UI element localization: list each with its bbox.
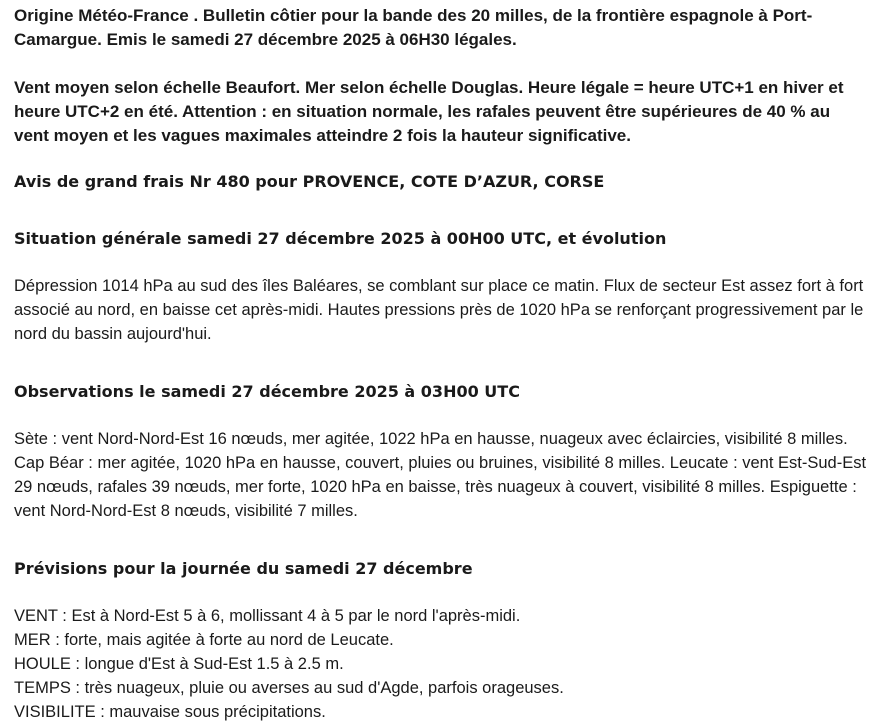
warning-title: Avis de grand frais Nr 480 pour PROVENCE, COTE D’AZUR, CORSE bbox=[14, 172, 605, 191]
forecast-sea: MER : forte, mais agitée à forte au nord de Leucate. bbox=[14, 631, 394, 649]
observations-text: Sète : vent Nord-Nord-Est 16 nœuds, mer agitée, 1022 hPa en hausse, nuageux avec éclaircies, visibilité 8 milles. Cap Béar : mer agitée, 1020 hPa en hausse, couvert, pluies ou bruines, visibilité 8 milles. Leucate : vent Est-Sud-Est 29 nœuds, rafales 39 nœuds, mer forte, 1020 hPa en baisse, très nuageux à couvert, visibilité 8 milles. Espiguette : vent Nord-Nord-Est 8 nœuds, visibilité 7 milles. bbox=[14, 430, 867, 520]
observations-title: Observations le samedi 27 décembre 2025 à 03H00 UTC bbox=[14, 382, 520, 401]
situation-title: Situation générale samedi 27 décembre 2025 à 00H00 UTC, et évolution bbox=[14, 229, 667, 248]
forecast-swell: HOULE : longue d'Est à Sud-Est 1.5 à 2.5 m. bbox=[14, 655, 344, 673]
bulletin-notice: Vent moyen selon échelle Beaufort. Mer selon échelle Douglas. Heure légale = heure UTC+1 en hiver et heure UTC+2 en été. Attention : en situation normale, les rafales peuvent être supérieures de 40 % au vent moyen et les vagues maximales atteindre 2 fois la hauteur significative. bbox=[14, 78, 844, 145]
forecast-wind: VENT : Est à Nord-Est 5 à 6, mollissant 4 à 5 par le nord l'après-midi. bbox=[14, 607, 521, 625]
situation-text: Dépression 1014 hPa au sud des îles Baléares, se comblant sur place ce matin. Flux de secteur Est assez fort à fort associé au nord, en baisse cet après-midi. Hautes pressions près de 1020 hPa se renforçant progressivement par le nord du bassin aujourd'hui. bbox=[14, 277, 864, 343]
forecast-list bbox=[14, 604, 867, 724]
bulletin-origin: Origine Météo-France . Bulletin côtier pour la bande des 20 milles, de la frontière espagnole à Port-Camargue. Emis le samedi 27 décembre 2025 à 06H30 légales. bbox=[14, 6, 813, 49]
forecast-weather: TEMPS : très nuageux, pluie ou averses au sud d'Agde, parfois orageuses. bbox=[14, 679, 564, 697]
forecast-visibility: VISIBILITE : mauvaise sous précipitations. bbox=[14, 703, 326, 721]
forecast-title: Prévisions pour la journée du samedi 27 décembre bbox=[14, 559, 473, 578]
